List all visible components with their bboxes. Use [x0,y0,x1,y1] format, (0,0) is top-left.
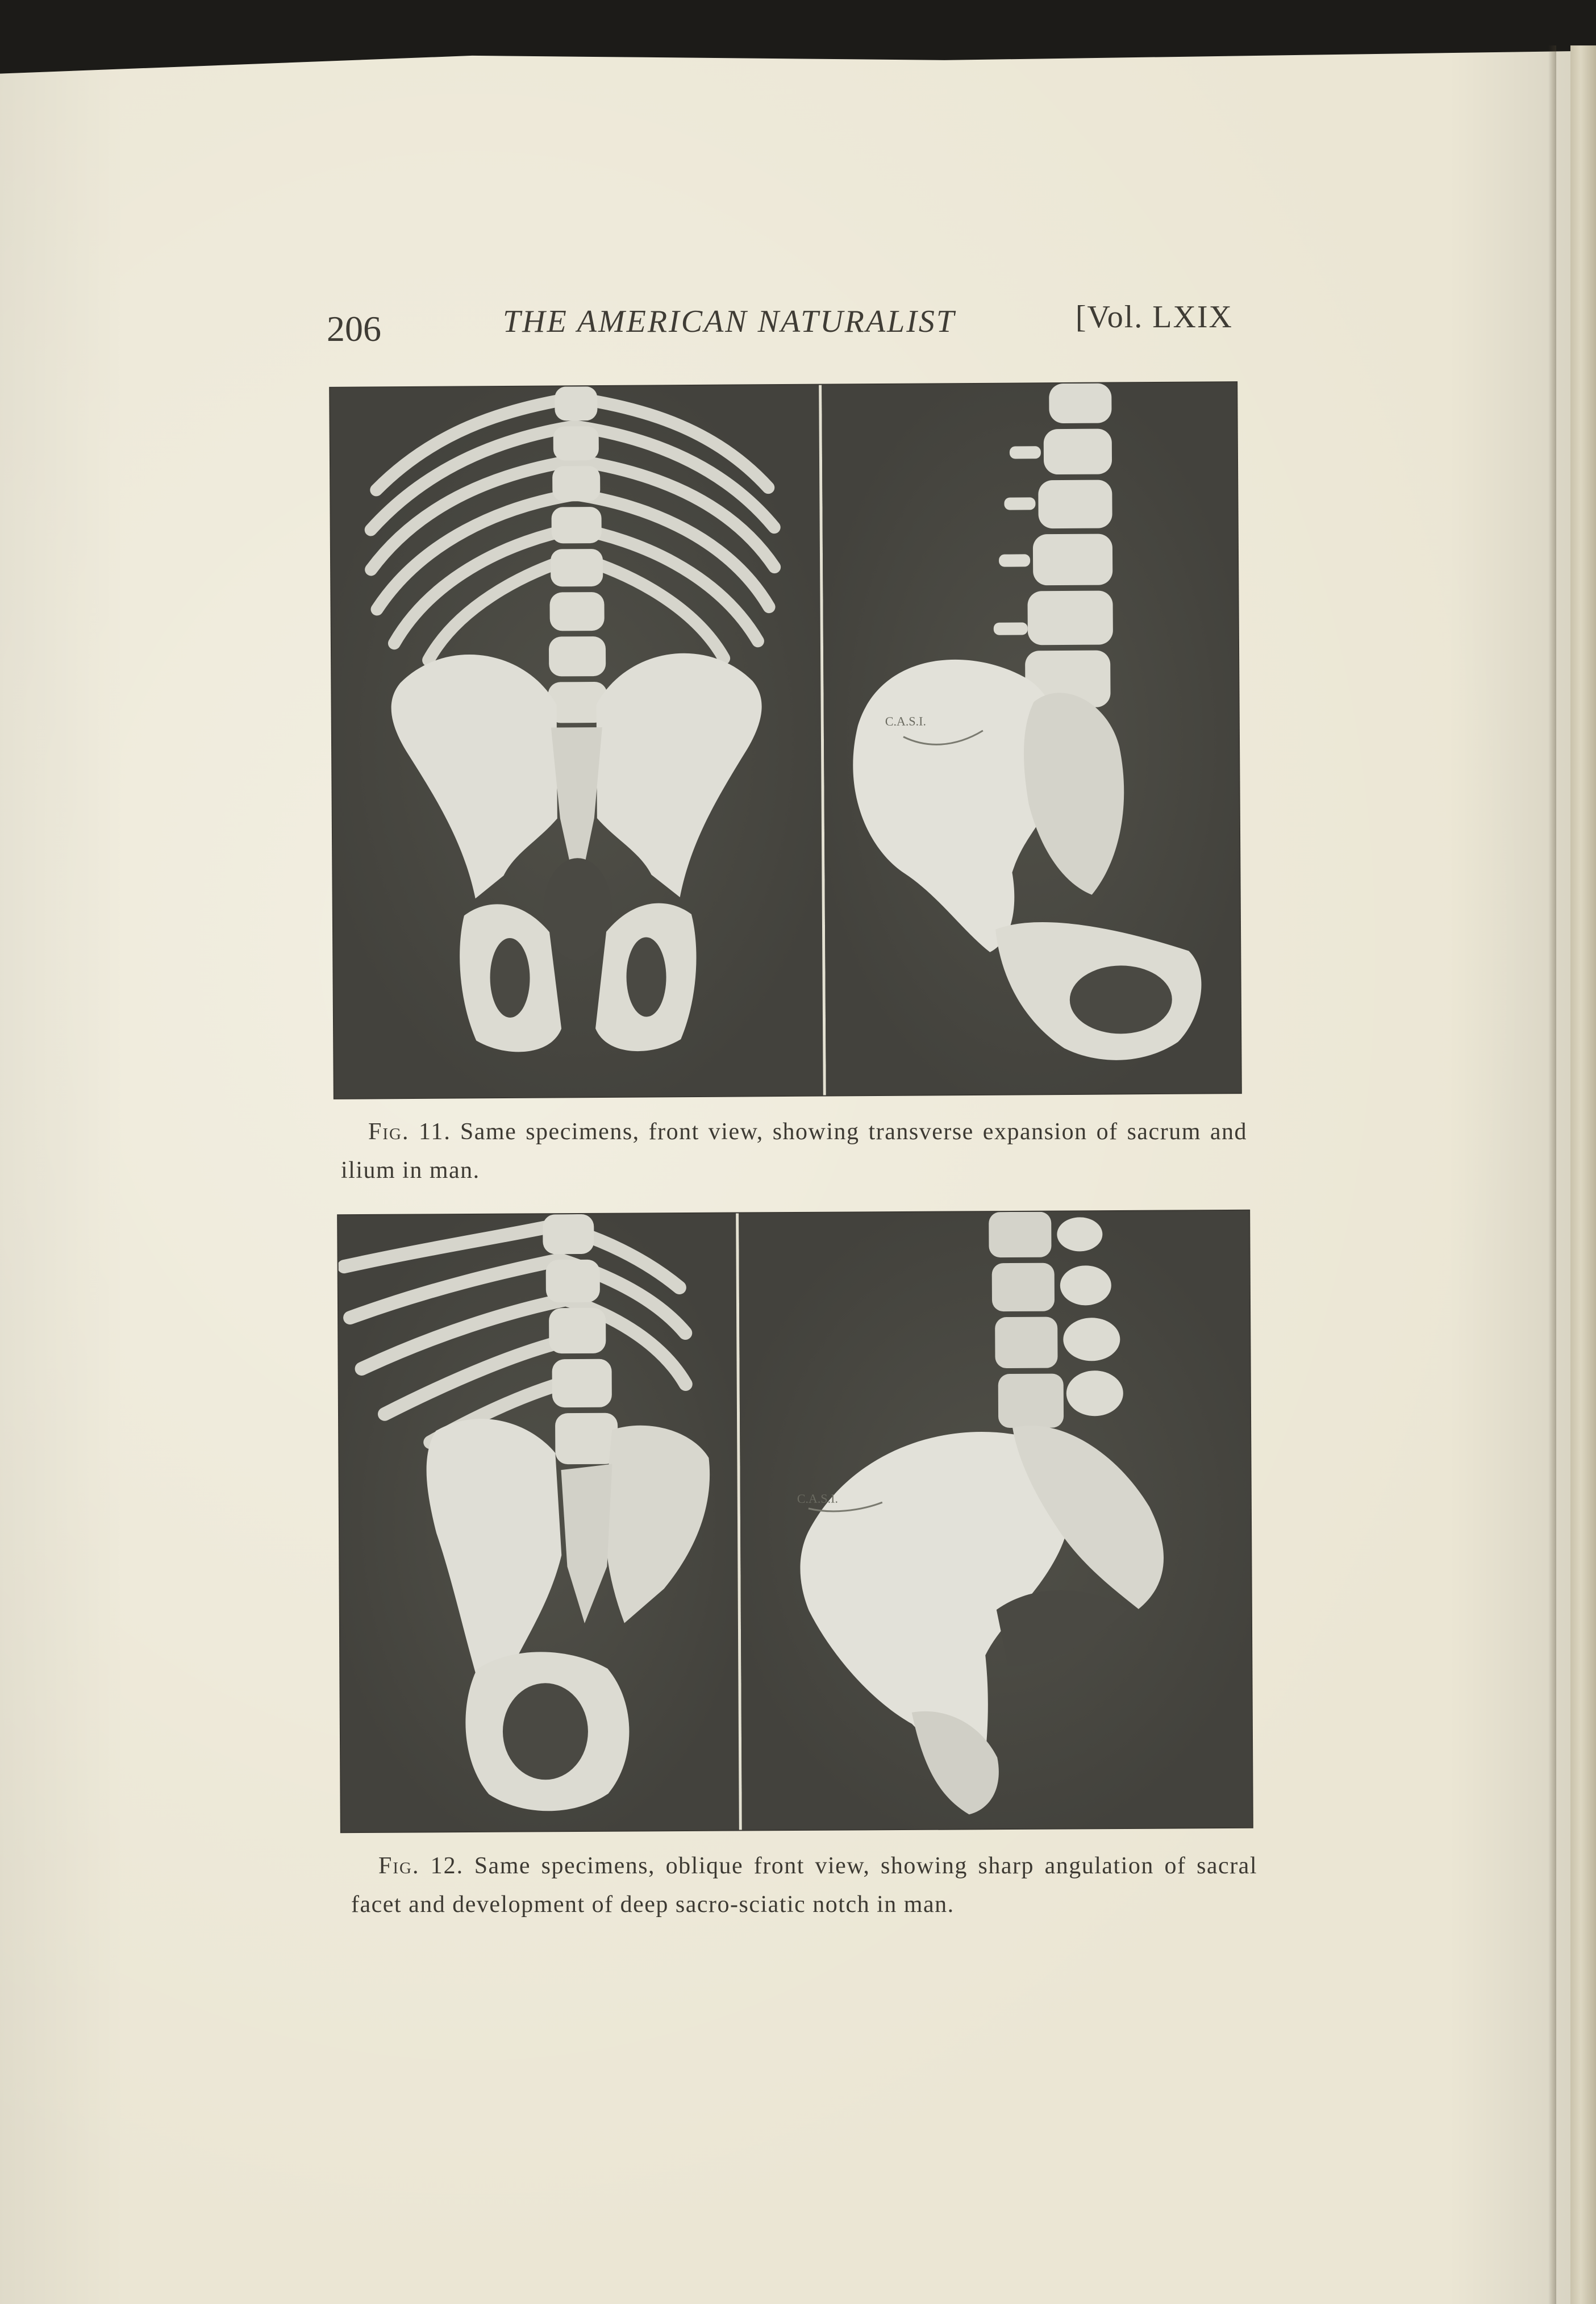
specimen-mark: C.A.S.I. [797,1491,838,1506]
figure-12-caption [351,1847,1257,1924]
figure-11-caption [341,1113,1247,1190]
pelvis-oblique-view-image [739,1211,1252,1830]
figure-12-label: Fig. 12. [378,1853,464,1879]
next-page-edge [1570,45,1596,2304]
figure-12-photograph [338,1211,1252,1832]
figure-12-caption-text: Same specimens, oblique front view, showing sharp angulation of sacral facet and development of deep sacro-sciatic notch in man. [351,1853,1257,1918]
figure-11-right-panel [822,382,1241,1095]
page-number: 206 [327,309,381,349]
page-gutter-shadow [1548,45,1556,2304]
skeleton-oblique-view-image [338,1214,739,1832]
figure-11-left-panel [330,385,823,1098]
specimen-mark: C.A.S.I. [885,714,926,728]
figure-11-caption-text: Same specimens, front view, showing transverse expansion of sacrum and ilium in man. [341,1119,1247,1184]
pelvis-front-view-image [822,382,1241,1095]
running-head [327,295,1233,347]
figure-12-right-panel [739,1211,1252,1830]
figure-11-label: Fig. 11. [368,1119,451,1145]
figure-12-left-panel [338,1214,739,1832]
volume-label: [Vol. LXIX [1075,299,1233,335]
journal-title: THE AMERICAN NATURALIST [503,304,956,339]
skeleton-front-view-image [330,385,823,1098]
figure-11-photograph [330,382,1241,1098]
